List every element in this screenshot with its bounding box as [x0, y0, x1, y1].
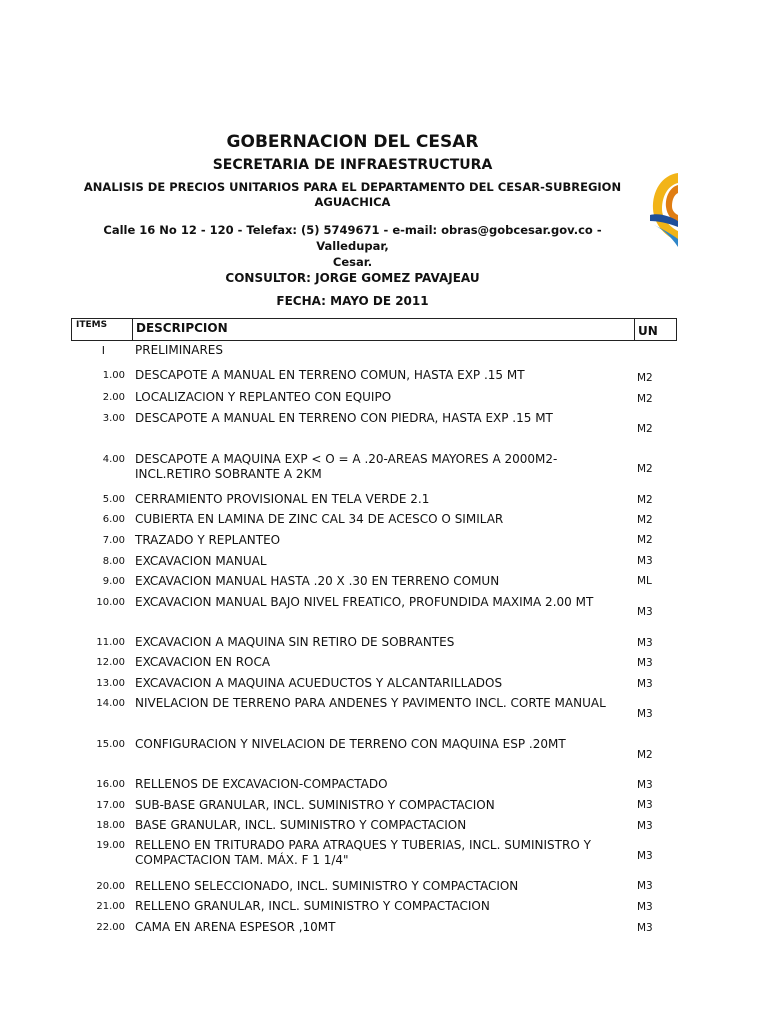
item-number: 1.00 — [102, 370, 125, 381]
item-unit: M3 — [637, 678, 653, 690]
table-row — [71, 368, 677, 388]
item-number: 8.00 — [102, 556, 125, 567]
table-row — [71, 879, 677, 899]
item-description: RELLENOS DE EXCAVACION-COMPACTADO — [135, 777, 388, 791]
table-row — [71, 737, 677, 773]
item-number: 6.00 — [102, 514, 125, 525]
item-description: LOCALIZACION Y REPLANTEO CON EQUIPO — [135, 390, 392, 404]
item-unit: M3 — [637, 901, 653, 913]
item-unit: M3 — [637, 708, 653, 720]
consultant-line: CONSULTOR: JORGE GOMEZ PAVAJEAU — [225, 271, 480, 285]
item-description: CONFIGURACION Y NIVELACION DE TERRENO CON MAQUINA ESP .20MT — [135, 737, 566, 751]
item-unit: M2 — [637, 423, 653, 435]
address-line1: Calle 16 No 12 - 120 - Telefax: (5) 5749671 - e-mail: obras@gobcesar.gov.co - Valledupar, — [103, 223, 602, 253]
item-number: 22.00 — [96, 922, 125, 933]
item-unit: M3 — [637, 820, 653, 832]
item-number: 12.00 — [96, 657, 125, 668]
column-header-items: ITEMS — [72, 319, 133, 340]
table-row — [71, 676, 677, 696]
item-description — [135, 838, 635, 868]
item-unit: M3 — [637, 637, 653, 649]
table-row — [71, 777, 677, 797]
item-unit: M2 — [637, 393, 653, 405]
item-description: DESCAPOTE A MANUAL EN TERRENO CON PIEDRA, HASTA EXP .15 MT — [135, 411, 553, 425]
table-row — [71, 920, 677, 940]
item-number: 5.00 — [102, 494, 125, 505]
item-number: 21.00 — [96, 901, 125, 912]
item-description: BASE GRANULAR, INCL. SUMINISTRO Y COMPACTACION — [135, 818, 467, 832]
item-description: RELLENO GRANULAR, INCL. SUMINISTRO Y COMPACTACION — [135, 899, 490, 913]
analysis-heading-line2: AGUACHICA — [314, 195, 391, 209]
item-unit: M3 — [637, 799, 653, 811]
item-description: NIVELACION DE TERRENO PARA ANDENES Y PAVIMENTO INCL. CORTE MANUAL — [135, 696, 606, 710]
table-row — [71, 595, 677, 631]
item-unit: M3 — [637, 922, 653, 934]
item-unit: M2 — [637, 534, 653, 546]
item-description: EXCAVACION MANUAL — [135, 554, 267, 568]
table-row — [71, 798, 677, 818]
item-description: EXCAVACION MANUAL BAJO NIVEL FREATICO, PROFUNDIDA MAXIMA 2.00 MT — [135, 595, 594, 609]
item-description: DESCAPOTE A MANUAL EN TERRENO COMUN, HASTA EXP .15 MT — [135, 368, 525, 382]
analysis-heading-line1: ANALISIS DE PRECIOS UNITARIOS PARA EL DEPARTAMENTO DEL CESAR-SUBREGION — [83, 180, 622, 194]
date-line: FECHA: MAYO DE 2011 — [276, 294, 429, 308]
column-header-description: DESCRIPCION — [133, 319, 635, 340]
item-number: 4.00 — [102, 454, 125, 465]
item-number: 10.00 — [96, 597, 125, 608]
item-number: 3.00 — [102, 413, 125, 424]
table-row — [71, 452, 677, 488]
item-unit: M2 — [637, 372, 653, 384]
address-line — [70, 222, 635, 270]
item-description: TRAZADO Y REPLANTEO — [135, 533, 281, 547]
table-row — [71, 838, 677, 874]
item-description-line1: RELLENO EN TRITURADO PARA ATRAQUES Y TUBERIAS, INCL. SUMINISTRO Y — [135, 838, 591, 852]
item-number: 13.00 — [96, 678, 125, 689]
item-unit: M3 — [637, 850, 653, 862]
table-row — [71, 655, 677, 675]
item-number: 11.00 — [96, 637, 125, 648]
item-description: CAMA EN ARENA ESPESOR ,10MT — [135, 920, 336, 934]
item-unit: ML — [637, 575, 652, 587]
document-subtitle: SECRETARIA DE INFRAESTRUCTURA — [212, 157, 493, 173]
item-unit: M3 — [637, 606, 653, 618]
document-title: GOBERNACION DEL CESAR — [226, 132, 479, 152]
column-header-unit: UN — [638, 324, 658, 338]
item-number: 2.00 — [102, 392, 125, 403]
address-line2: Cesar. — [332, 255, 373, 269]
table-header — [71, 318, 677, 341]
item-number: 19.00 — [96, 840, 125, 851]
item-description-line2: INCL.RETIRO SOBRANTE A 2KM — [135, 467, 322, 481]
table-row — [71, 635, 677, 655]
table-row — [71, 411, 677, 447]
item-unit: M3 — [637, 555, 653, 567]
item-number: 9.00 — [102, 576, 125, 587]
item-description: EXCAVACION EN ROCA — [135, 655, 271, 669]
item-number: 17.00 — [96, 800, 125, 811]
analysis-heading — [80, 180, 625, 210]
table-row — [71, 554, 677, 574]
item-number: 16.00 — [96, 779, 125, 790]
item-description: CUBIERTA EN LAMINA DE ZINC CAL 34 DE ACESCO O SIMILAR — [135, 512, 504, 526]
item-unit: M2 — [637, 494, 653, 506]
item-unit: M2 — [637, 749, 653, 761]
table-row — [71, 574, 677, 594]
item-description-line1: DESCAPOTE A MAQUINA EXP < O = A .20-AREAS MAYORES A 2000M2- — [135, 452, 558, 466]
item-description: CERRAMIENTO PROVISIONAL EN TELA VERDE 2.1 — [135, 492, 430, 506]
table-row — [71, 512, 677, 532]
item-description — [135, 452, 635, 482]
item-description: PRELIMINARES — [135, 343, 223, 357]
item-unit: M3 — [637, 779, 653, 791]
item-description: EXCAVACION A MAQUINA ACUEDUCTOS Y ALCANTARILLADOS — [135, 676, 503, 690]
item-description: RELLENO SELECCIONADO, INCL. SUMINISTRO Y COMPACTACION — [135, 879, 519, 893]
table-row — [71, 492, 677, 512]
item-description: EXCAVACION A MAQUINA SIN RETIRO DE SOBRANTES — [135, 635, 455, 649]
item-description: EXCAVACION MANUAL HASTA .20 X .30 EN TERRENO COMUN — [135, 574, 500, 588]
table-row — [71, 533, 677, 553]
table-row — [71, 899, 677, 919]
item-unit: M3 — [637, 657, 653, 669]
item-number: 7.00 — [102, 535, 125, 546]
item-unit: M2 — [637, 514, 653, 526]
gobernacion-logo-icon — [648, 165, 678, 247]
item-description-line2: COMPACTACION TAM. MÁX. F 1 1/4" — [135, 853, 349, 867]
item-number: 20.00 — [96, 881, 125, 892]
item-unit: M2 — [637, 463, 653, 475]
table-row — [71, 390, 677, 410]
table-row — [71, 818, 677, 838]
table-row — [71, 696, 677, 732]
item-number: I — [101, 344, 105, 357]
item-number: 18.00 — [96, 820, 125, 831]
item-unit: M3 — [637, 880, 653, 892]
item-description: SUB-BASE GRANULAR, INCL. SUMINISTRO Y COMPACTACION — [135, 798, 495, 812]
table-row — [71, 343, 677, 363]
item-number: 14.00 — [96, 698, 125, 709]
item-number: 15.00 — [96, 739, 125, 750]
